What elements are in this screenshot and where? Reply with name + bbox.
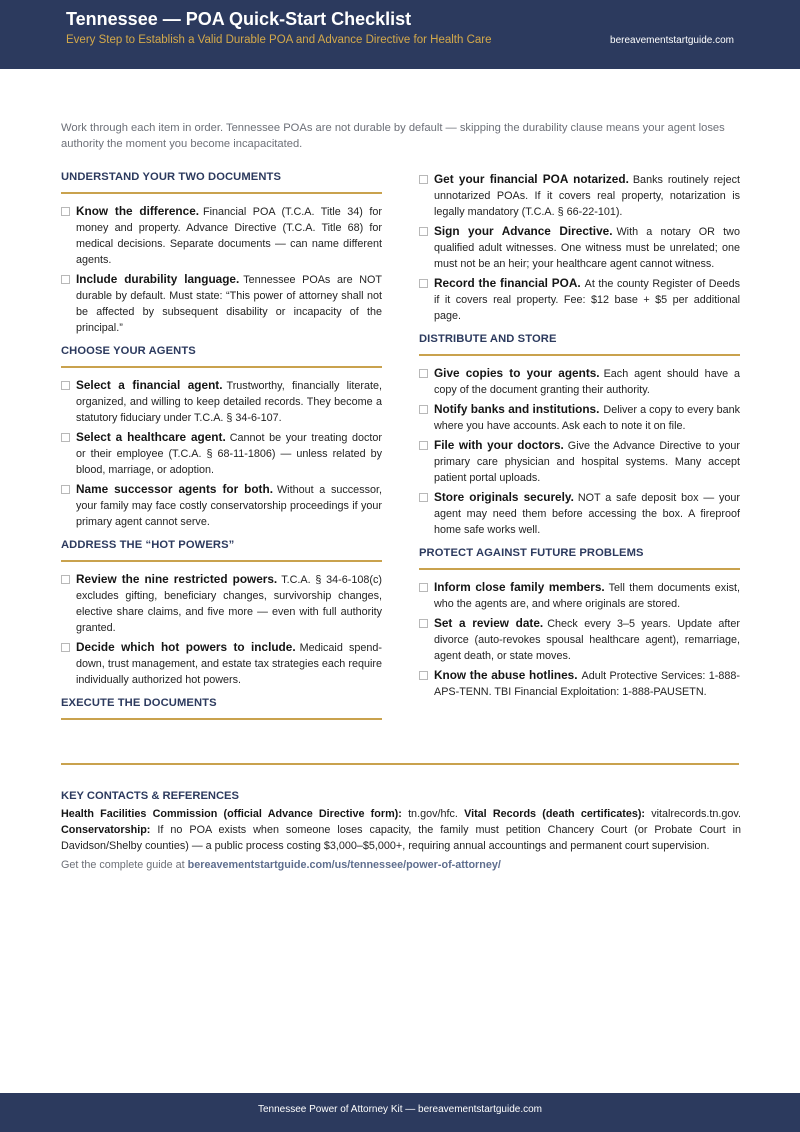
checklist-item	[419, 171, 740, 220]
intro-text: Work through each item in order. Tennessee POAs are not durable by default — skipping the durability clause means your agent loses authority the moment you become incapacitated.	[61, 122, 725, 150]
item-lead: Include durability language.	[76, 272, 240, 286]
section-title: EXECUTE THE DOCUMENTS	[61, 697, 382, 720]
checkbox[interactable]	[419, 175, 428, 184]
item-lead: Sign your Advance Directive.	[434, 224, 613, 238]
item-lead: Know the abuse hotlines.	[434, 668, 578, 682]
checkbox[interactable]	[419, 493, 428, 502]
item-lead: Name successor agents for both.	[76, 482, 273, 496]
checklist-item	[419, 615, 740, 664]
checkbox[interactable]	[61, 643, 70, 652]
item-lead: Get your financial POA notarized.	[434, 172, 629, 186]
checkbox[interactable]	[419, 441, 428, 450]
checklist-item	[419, 437, 740, 486]
item-lead: Select a financial agent.	[76, 378, 223, 392]
references-section	[61, 790, 741, 871]
checklist-item	[61, 377, 382, 426]
item-text: Financial POA (T.C.A. Title 34) for money and property. Advance Directive (T.C.A. Title 68) for medical decisions. Separate documents — can name different agents.	[76, 206, 382, 266]
checklist-item	[61, 429, 382, 478]
section-title: DISTRIBUTE AND STORE	[419, 333, 740, 356]
checklist-item	[61, 571, 382, 636]
section-title: PROTECT AGAINST FUTURE PROBLEMS	[419, 547, 740, 570]
item-lead: Store originals securely.	[434, 490, 574, 504]
checklist-section	[61, 345, 382, 530]
item-text: With a notary OR two qualified adult witnesses. One witness must be unrelated; one must not be an heir; your healthcare agent cannot witness.	[434, 226, 740, 270]
section-title: ADDRESS THE “HOT POWERS”	[61, 539, 382, 562]
item-lead: Select a healthcare agent.	[76, 430, 226, 444]
section-title: CHOOSE YOUR AGENTS	[61, 345, 382, 368]
left-column	[61, 171, 382, 729]
item-lead: Decide which hot powers to include.	[76, 640, 296, 654]
checklist-section	[61, 171, 382, 336]
checklist-item	[419, 579, 740, 612]
checkbox[interactable]	[419, 405, 428, 414]
right-column	[419, 171, 740, 709]
checkbox[interactable]	[61, 275, 70, 284]
item-lead: Record the financial POA.	[434, 276, 581, 290]
checkbox[interactable]	[61, 381, 70, 390]
page-header	[0, 0, 800, 69]
guide-link-line	[61, 859, 741, 871]
item-text: Give the Advance Directive to your primary care physician and hospital systems. Many accept patient portal uploads.	[434, 440, 741, 484]
header-site-name: bereavementstartguide.com	[610, 35, 734, 46]
conservatorship-label: Conservatorship:	[61, 824, 151, 836]
item-lead: Set a review date.	[434, 616, 544, 630]
checklist-item	[61, 481, 382, 530]
checkbox[interactable]	[61, 207, 70, 216]
checklist-item	[61, 639, 382, 688]
checkbox[interactable]	[61, 433, 70, 442]
item-text: Each agent should have a copy of the document granting their authority.	[434, 368, 740, 396]
hfc-value: tn.gov/hfc.	[408, 808, 458, 820]
checkbox[interactable]	[419, 227, 428, 236]
hfc-label: Health Facilities Commission (official Advance Directive form):	[61, 808, 402, 820]
checkbox[interactable]	[61, 485, 70, 494]
checklist-section	[61, 539, 382, 688]
section-title: UNDERSTAND YOUR TWO DOCUMENTS	[61, 171, 382, 194]
item-lead: Know the difference.	[76, 204, 200, 218]
item-text: Check every 3–5 years. Update after divorce (auto-revokes spousal healthcare agent), remarriage, agent death, or state moves.	[434, 618, 741, 662]
checkbox[interactable]	[419, 369, 428, 378]
checklist-item	[419, 223, 740, 272]
vital-records-label: Vital Records (death certificates):	[464, 808, 646, 820]
item-lead: Review the nine restricted powers.	[76, 572, 278, 586]
checkbox[interactable]	[61, 575, 70, 584]
item-text: Cannot be your treating doctor or their employee (T.C.A. § 68-11-1806) — unless related by blood, marriage, or adoption.	[76, 432, 382, 476]
references-title: KEY CONTACTS & REFERENCES	[61, 790, 239, 802]
item-text: Deliver a copy to every bank where you have accounts. Ask each to note it on file.	[434, 404, 740, 432]
item-text: Banks routinely reject unnotarized POAs. If it covers real property, notarization is legally mandatory (T.C.A. § 66-22-101).	[434, 174, 740, 218]
item-lead: File with your doctors.	[434, 438, 564, 452]
checkbox[interactable]	[419, 671, 428, 680]
item-text: At the county Register of Deeds if it covers real property. Fee: $12 base + $5 per additional page.	[434, 278, 740, 322]
guide-link-prefix: Get the complete guide at	[61, 859, 185, 871]
checklist-item	[419, 401, 740, 434]
checklist-item	[61, 271, 382, 336]
item-lead: Notify banks and institutions.	[434, 402, 600, 416]
guide-link[interactable]: bereavementstartguide.com/us/tennessee/power-of-attorney/	[187, 859, 501, 871]
item-text: Trustworthy, financially literate, organized, and willing to keep detailed records. They become a statutory fiduciary under T.C.A. § 34-6-107.	[76, 380, 383, 424]
page-subtitle: Every Step to Establish a Valid Durable POA and Advance Directive for Health Care	[66, 34, 492, 46]
item-lead: Inform close family members.	[434, 580, 605, 594]
checklist-section	[61, 697, 382, 720]
item-text: Tennessee POAs are NOT durable by default. Must state: “This power of attorney shall not be affected by subsequent disability or incapacity of the principal.”	[76, 274, 382, 334]
checkbox[interactable]	[419, 583, 428, 592]
section-divider	[61, 763, 739, 765]
checklist-item	[419, 489, 740, 538]
conservatorship-value: If no POA exists when someone loses capacity, the family must petition Chancery Court (or Probate Court in Davidson/Shelby counties) — a public process costing $3,000–$5,000+, requiring annual accountings and permanent court supervision.	[61, 824, 741, 852]
checklist-item	[419, 667, 740, 700]
page-footer: Tennessee Power of Attorney Kit — bereavementstartguide.com	[0, 1093, 800, 1132]
checklist-item	[419, 365, 740, 398]
checkbox[interactable]	[419, 619, 428, 628]
checklist-item	[419, 275, 740, 324]
checklist-section	[419, 333, 740, 538]
item-text: Medicaid spend-down, trust management, and estate tax strategies each require individually authorized hot powers.	[76, 642, 382, 686]
checklist-section	[419, 547, 740, 700]
page-title: Tennessee — POA Quick-Start Checklist	[66, 9, 412, 29]
item-text: Without a successor, your family may face costly conservatorship proceedings if your primary agent cannot serve.	[76, 484, 382, 528]
item-lead: Give copies to your agents.	[434, 366, 600, 380]
checklist-section	[419, 171, 740, 324]
item-text: Adult Protective Services: 1-888-APS-TENN. TBI Financial Exploitation: 1-888-PAUSETN.	[434, 670, 740, 698]
references-text	[61, 806, 741, 854]
vital-records-value: vitalrecords.tn.gov.	[651, 808, 742, 820]
checkbox[interactable]	[419, 279, 428, 288]
item-text: T.C.A. § 34-6-108(c) excludes gifting, beneficiary changes, survivorship changes, elective share claims, and five more — even with full authority granted.	[76, 574, 382, 634]
item-text: NOT a safe deposit box — your agent may need them before accessing the box. A fireproof home safe works well.	[434, 492, 740, 536]
item-text: Tell them documents exist, who the agents are, and where originals are stored.	[434, 582, 740, 610]
checklist-item	[61, 203, 382, 268]
